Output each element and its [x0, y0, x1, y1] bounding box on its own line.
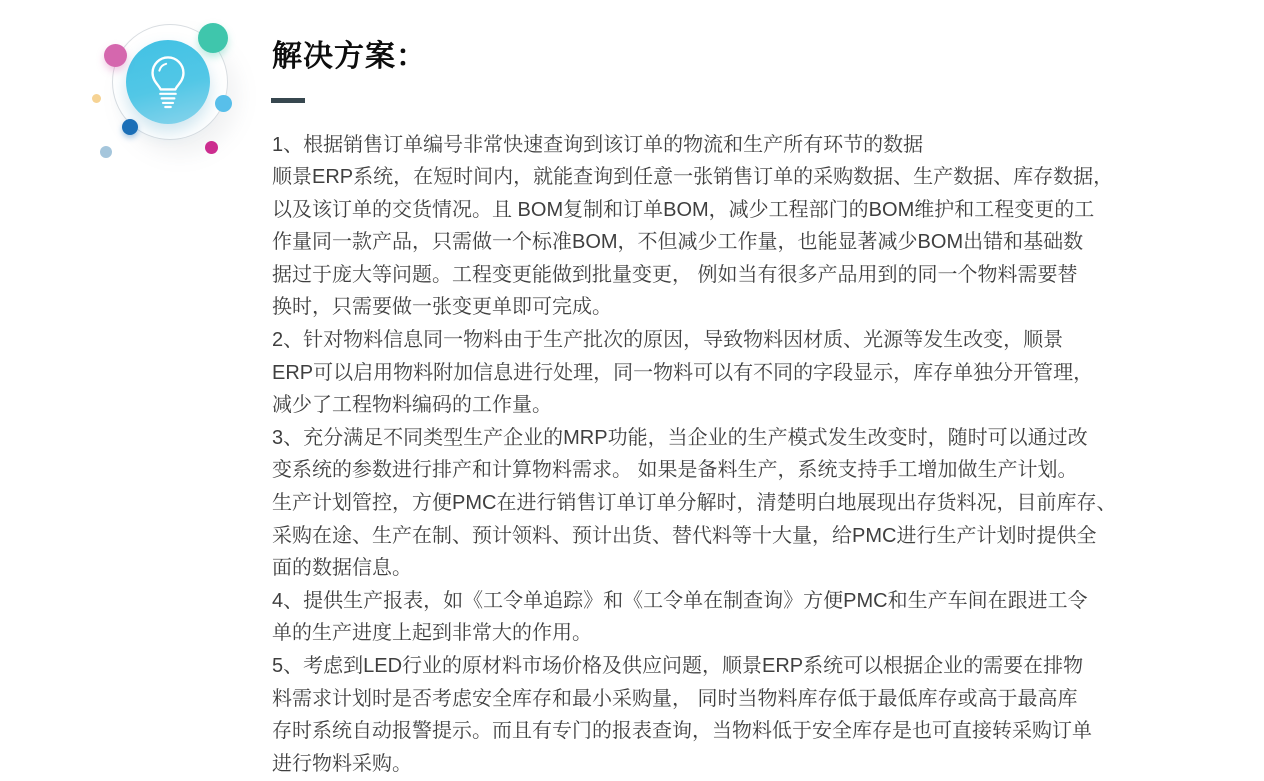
lightbulb-badge: [126, 40, 210, 124]
decor-dot-magenta: [205, 141, 218, 154]
solution-text-line: 采购在途、生产在制、预计领料、预计出货、替代料等十大量，给PMC进行生产计划时提供全: [272, 524, 1097, 547]
solution-body-text: [272, 129, 1212, 781]
solution-text-line: 换时，只需要做一张变更单即可完成。: [272, 296, 612, 319]
solution-section: [272, 38, 1212, 780]
solution-text-line: 料需求计划时是否考虑安全库存和最小采购量， 同时当物料库存低于最低库存或高于最高库: [272, 687, 1078, 710]
decor-dot-steel: [100, 146, 112, 158]
decor-dot-pink: [104, 44, 127, 67]
solution-text-line: 面的数据信息。: [272, 557, 412, 580]
solution-text-line: 据过于庞大等问题。工程变更能做到批量变更， 例如当有很多产品用到的同一个物料需要替: [272, 263, 1078, 286]
solution-text-line: 作量同一款产品，只需做一个标准BOM，不但减少工作量，也能显著减少BOM出错和基础数: [272, 231, 1084, 254]
solution-text-line: 3、充分满足不同类型生产企业的MRP功能，当企业的生产模式发生改变时，随时可以通过改: [272, 426, 1088, 449]
solution-text-line: 进行物料采购。: [272, 752, 412, 775]
solution-hero-graphic: [80, 0, 255, 175]
solution-text-line: ERP可以启用物料附加信息进行处理，同一物料可以有不同的字段显示，库存单独分开管理，: [272, 361, 1094, 384]
decor-dot-teal: [198, 23, 228, 53]
decor-dot-blue: [122, 119, 138, 135]
solution-text-line: 顺景ERP系统，在短时间内，就能查询到任意一张销售订单的采购数据、生产数据、库存数据，: [272, 166, 1114, 189]
solution-text-line: 4、提供生产报表，如《工令单追踪》和《工令单在制查询》方便PMC和生产车间在跟进工令: [272, 589, 1088, 612]
solution-text-line: 以及该订单的交货情况。且 BOM复制和订单BOM，减少工程部门的BOM维护和工程变更的工: [272, 198, 1095, 221]
title-underline-dash: [271, 98, 305, 103]
solution-text-line: 单的生产进度上起到非常大的作用。: [272, 622, 592, 645]
solution-text-line: 变系统的参数进行排产和计算物料需求。 如果是备料生产，系统支持手工增加做生产计划。: [272, 459, 1078, 482]
page-title: 解决方案：: [272, 40, 427, 73]
lightbulb-icon: [148, 54, 188, 110]
decor-dot-yellow: [92, 94, 101, 103]
solution-text-line: 2、针对物料信息同一物料由于生产批次的原因，导致物料因材质、光源等发生改变，顺景: [272, 329, 1064, 352]
solution-text-line: 减少了工程物料编码的工作量。: [272, 394, 552, 417]
solution-text-line: 1、根据销售订单编号非常快速查询到该订单的物流和生产所有环节的数据: [272, 133, 924, 156]
solution-text-line: 5、考虑到LED行业的原材料市场价格及供应问题，顺景ERP系统可以根据企业的需要在排物: [272, 655, 1084, 677]
solution-text-line: 存时系统自动报警提示。而且有专门的报表查询，当物料低于安全库存是也可直接转采购订单: [272, 720, 1092, 743]
solution-text-line: 生产计划管控，方便PMC在进行销售订单订单分解时，清楚明白地展现出存货料况，目前库存、: [272, 492, 1117, 515]
decor-dot-skyblue: [215, 95, 232, 112]
